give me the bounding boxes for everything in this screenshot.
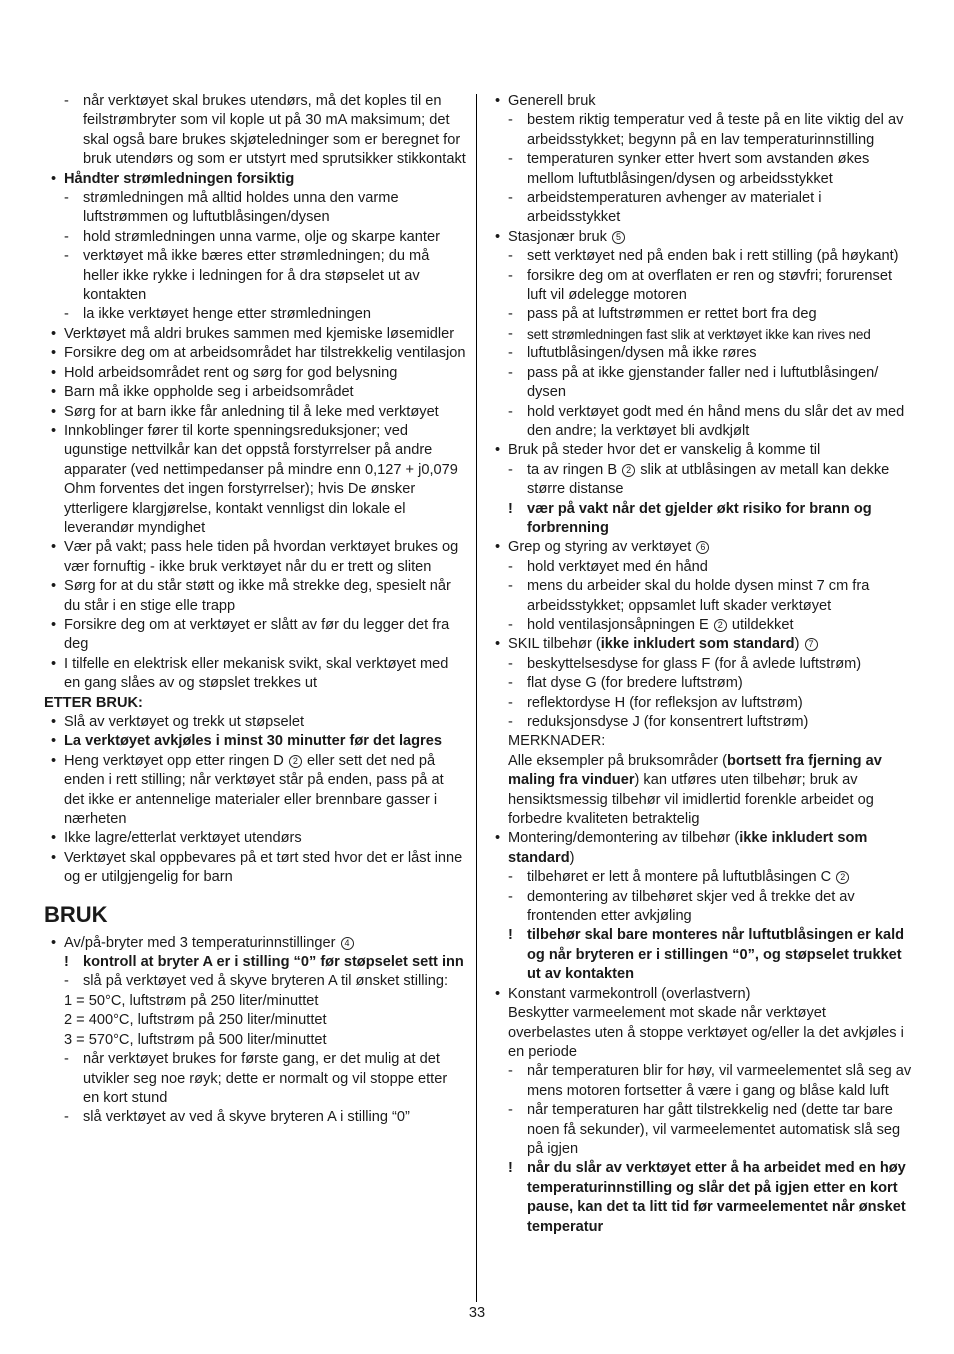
list-item: • Forsikre deg om at verktøyet er slått av før du legger det fra deg [50,616,450,653]
list-item: • SKIL tilbehør (ikke inkludert som standard) 7 [488,635,912,654]
list-item: - la ikke verktøyet henge etter strømledningen [64,306,371,323]
figure-ref-2: 2 [622,464,635,477]
warning-item: ! tilbehør skal bare monteres når luftutblåsingen er kald og når bryteren er i stillingen “0”, og støpselet trukket ut av kontakten [508,927,905,983]
right-column [488,92,912,1237]
warning-item: ! kontroll at bryter A er i stilling “0” før støpselet sett inn [64,954,464,971]
list-item: • Hold arbeidsområdet rent og sørg for god belysning [50,364,398,381]
notes-heading: MERKNADER: [508,733,606,750]
list-item: - verktøyet må ikke bæres etter strømledningen; du må heller ikke rykke i ledningen for å dra støpselet ut av kontakten [64,248,430,304]
list-item: - mens du arbeider skal du holde dysen minst 7 cm fra arbeidsstykket; oppsamlet luft skader verktøyet [508,578,870,614]
figure-ref-2: 2 [714,619,727,632]
list-item: • Innkoblinger fører til korte spenningsreduksjoner; ved ugunstige nettvilkår kan det oppstå forstyrrelser på andre apparater (ved nettimpedanser på mindre enn 0,127 + j0,079 Ohm forventes det ingen forstyrrelser); hvis De ønsker ytterligere klargjørelse, kontakt vennligst din lokale el leverandør myndighet [50,422,458,536]
list-item: - pass på at luftstrømmen er rettet bort fra deg [508,306,817,323]
figure-ref-4: 4 [341,937,354,950]
list-item: - forsikre deg om at overflaten er ren og støvfri; forurenset luft vil ødelegge motoren [508,267,893,304]
list-item: - arbeidstemperaturen avhenger av materialet i arbeidsstykket [508,190,822,226]
list-item: • Montering/demontering av tilbehør (ikke inkludert som standard) [494,830,868,866]
list-item: • Ikke lagre/etterlat verktøyet utendørs [50,830,302,847]
list-item: - sett verktøyet ned på enden bak i rett stilling (på høykant) [508,248,899,265]
figure-ref-2: 2 [836,871,849,884]
list-item: • Sørg for at du står støtt og ikke må strekke deg, spesielt når du står i en stige elle trapp [50,578,451,614]
list-item: - når temperaturen har gått tilstrekkelig ned (dette tar bare noen få sekunder), vil varmeelementet automatisk slå seg på igjen [508,1102,901,1157]
list-item: • Generell bruk [494,93,596,109]
warning-item: ! vær på vakt når det gjelder økt risiko for brann og forbrenning [508,500,872,536]
warning-item: ! når du slår av verktøyet etter å ha arbeidet med en høy temperaturinnstilling og slår det på igjen etter en kort pause, kan det ta litt tid før varmeelementet når ønsket temperatur [508,1160,906,1235]
list-item: - når verktøyet brukes for første gang, er det mulig at det utvikler seg noe røyk; dette er normalt og vil stoppe etter en kort stund [64,1051,448,1106]
list-item: - flat dyse G (for bredere luftstrøm) [508,675,743,692]
setting-line: 3 = 570°C, luftstrøm på 500 liter/minuttet [64,1031,327,1048]
page-number: 33 [468,1305,486,1321]
list-item: • I tilfelle en elektrisk eller mekanisk svikt, skal verktøyet med en gang slåes av og støpslet trekkes ut [50,655,449,692]
notes-text: Alle eksempler på bruksområder (bortsett fra fjerning av maling fra vinduer) kan utføres uten tilbehør; bruk av hensiktsmessig tilbehør vil imidlertid forenkle arbeidet og forbedre kvaliteten betraktelig [508,752,882,828]
list-item: - hold verktøyet godt med én hånd mens du slår det av med den andre; la verktøyet bli avdkjølt [508,403,905,439]
list-item: • Konstant varmekontroll (overlastvern) [494,985,751,1002]
list-item: • Vær på vakt; pass hele tiden på hvordan verktøyet brukes og vær fornuftig - ikke bruk verktøyet når du er trett og sliten [50,539,459,575]
figure-ref-6: 6 [696,541,709,554]
list-item: • Grep og styring av verktøyet 6 [488,538,912,557]
list-item: - strømledningen må alltid holdes unna den varme luftstrømmen og luftutblåsingen/dysen [64,190,399,226]
column-divider [476,94,477,1302]
setting-line: 2 = 400°C, luftstrøm på 250 liter/minuttet [64,1012,327,1029]
section-heading-etter-bruk: ETTER BRUK: [44,694,143,711]
list-item: - reduksjonsdyse J (for konsentrert luftstrøm) [508,714,809,730]
list-item: • Av/på-bryter med 3 temperaturinnstillinger 4 [44,934,466,953]
section-heading-bruk: BRUK [44,901,108,927]
list-item: • Verktøyet skal oppbevares på et tørt sted hvor det er låst inne og er utilgjengelig for barn [50,849,463,886]
list-item: • Bruk på steder hvor det er vanskelig å komme til [494,442,821,459]
list-item: - luftutblåsingen/dysen må ikke røres [508,345,757,362]
list-item: • Verktøyet må aldri brukes sammen med kjemiske løsemidler [50,325,455,342]
figure-ref-2: 2 [289,755,302,768]
list-item: • Slå av verktøyet og trekk ut støpselet [50,714,305,730]
list-item: • Forsikre deg om at arbeidsområdet har tilstrekkelig ventilasjon [50,345,466,362]
list-item: - beskyttelsesdyse for glass F (for å avlede luftstrøm) [508,655,862,672]
left-column [44,92,466,1128]
setting-line: 1 = 50°C, luftstrøm på 250 liter/minuttet [64,992,319,1009]
figure-ref-7: 7 [805,638,818,651]
paragraph: Beskytter varmeelement mot skade når verktøyet overbelastes uten å stoppe verktøyet og/eller la det avkjøles i en periode [508,1005,904,1060]
list-item: - slå på verktøyet ved å skyve bryteren A til ønsket stilling: [64,973,448,990]
list-item: - tilbehøret er lett å montere på luftutblåsingen C 2 [488,868,912,887]
list-item: - reflektordyse H (for refleksjon av luftstrøm) [508,694,803,711]
list-item: - hold verktøyet med én hånd [508,558,708,575]
list-item: - sett strømledningen fast slik at verktøyet ikke kan rives ned [508,325,871,342]
list-item: - ta av ringen B 2 slik at utblåsingen av metall kan dekke større distanse [508,461,890,498]
list-item: • La verktøyet avkjøles i minst 30 minutter før det lagres [50,733,442,750]
list-item: - når temperaturen blir for høy, vil varmeelementet slå seg av mens motoren fortsetter å være i gang og blåse kald luft [508,1063,912,1099]
list-item: • Barn må ikke oppholde seg i arbeidsområdet [50,384,354,401]
list-item: - hold ventilasjonsåpningen E 2 utildekket [508,616,794,633]
list-item: • Stasjonær bruk 5 [488,228,912,247]
list-item: - bestem riktig temperatur ved å teste på en lite viktig del av arbeidsstykket; begynn på en lav temperaturinnstilling [508,112,904,148]
list-item: - hold strømledningen unna varme, olje og skarpe kanter [64,228,440,245]
list-item: - temperaturen synker etter hvert som avstanden økes mellom luftutblåsingen/dysen og arbeidsstykket [508,151,870,187]
list-item: - pass på at ikke gjenstander faller ned i luftutblåsingen/ dysen [508,364,879,401]
figure-ref-5: 5 [612,231,625,244]
list-item: • Håndter strømledningen forsiktig [50,170,295,187]
list-item: - når verktøyet skal brukes utendørs, må det koples til en feilstrømbryter som vil kople ut på 30 mA maksimum; det skal også bare brukes skjøteledninger som er beregnet for bruk utendørs og som er utstyrt med sprutsikker stikkontakt [64,93,466,168]
list-item: • Sørg for at barn ikke får anledning til å leke med verktøyet [50,403,439,420]
list-item: - slå verktøyet av ved å skyve bryteren A i stilling “0” [64,1109,410,1126]
list-item: - demontering av tilbehøret skjer ved å trekke det av frontenden etter avkjøling [508,888,855,925]
list-item: • Heng verktøyet opp etter ringen D 2 eller sett det ned på enden i rett stilling; når verktøyet står på enden, pass på at det ikke er antennelige materialer eller brennbare gasser i nærheten [50,752,444,828]
